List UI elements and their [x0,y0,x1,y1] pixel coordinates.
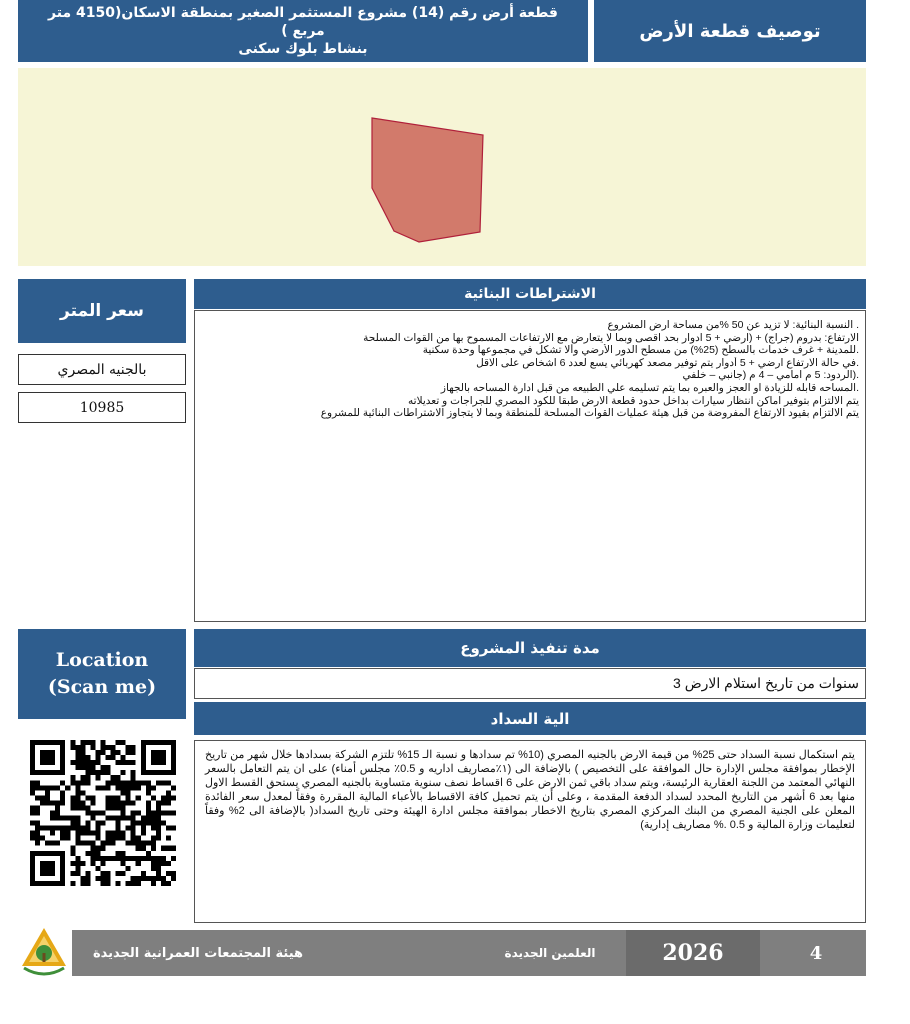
condition-line: يتم الالتزام بتوفير اماكن انتظار سيارات بداخل حدود قطعة الارض طبقا للكود المصري للجراجات و تعديلاته [408,394,859,407]
condition-line: . النسبة البنائية: لا تزيد عن 50 %من مساحة ارض المشروع [607,319,859,331]
building-conditions-body [194,310,866,622]
condition-line: .المساحه قابله للزيادة او العجز والعبره بما يتم تسليمه علي الطبيعه من قبل ادارة المساحه بالجهاز [440,381,859,394]
land-description-title: توصيف قطعة الأرض [594,0,866,62]
price-value: 10985 [18,392,186,423]
project-duration-title: مدة تنفيذ المشروع [194,629,866,667]
condition-line: .في حالة الارتفاع ارضي + 5 أدوار يتم توفير مصعد كهربائي يسع لعدد 6 اشخاص على الاقل [476,356,859,369]
authority-emblem-icon [18,926,70,980]
plot-description: قطعة أرض رقم (14) مشروع المستثمر الصغير بمنطقة الاسكان(4150 متر مربع ) بنشاط بلوك سكنى [48,5,558,57]
price-title: سعر المتر [18,279,186,343]
location-title-line2: (Scan me) [47,676,157,698]
location-title-line1: Location [55,649,149,671]
plot-shape-icon [18,68,866,266]
location-title [18,629,186,719]
plot-title [18,0,588,62]
qr-code-icon[interactable] [30,740,176,886]
footer-page-number: 4 [809,942,823,964]
footer-organization: هيئة المجتمعات العمرانية الجديدة [92,945,304,961]
payment-mechanism-body: يتم استكمال نسبة السداد حتى 25% من قيمة الارض بالجنيه المصري (10% تم سدادها و نسبة الـ 15% تلتزم الشركة بسدادها خلال شهر من تاريخ الإخطار بموافقة مجلس الإدارة حال الموافقة على التخصيص ) بالإضافة الى (١٪مصاريف اداريه و 0.5٪ مجلس أمناء) على ان يتم التعامل بالسعر النهائي المعتمد من اللجنة العقارية الرئيسة، ويتم سداد باقي ثمن الارض على 6 اقساط نصف سنوية متساوية بالجنيه المصري يستحق القسط الاول منها بعد 6 أشهر من التاريخ المحدد لسداد الدفعة المقدمة ، وعلى أن يتم تحميل كافة الاقساط بالأعباء المالية المقررة وفقاً لمعدل سعر الفائدة المعلن على الجنية المصري من البنك المركزي المصري بتاريخ الاخطار بموافقة مجلس ادارة الهيئة وحتى تاريخ السداد( بالإضافة الى 2% وفقاً لتعليمات وزارة المالية و 0.5 .% مصاريف إدارية) [194,740,866,923]
condition-line: .للمدينة + غرف خدمات بالسطح (25%) من مسطح الدور الأرضي وألا تشكل في مجموعها وحدة سكنية [422,344,859,357]
project-duration-value: سنوات من تاريخ استلام الارض 3 [194,668,866,699]
footer-year: 2026 [626,930,760,976]
building-conditions-title: الاشتراطات البنائية [194,279,866,309]
condition-line: .(الردود: 5 م امامي – 4 م (جانبي – خلفي [682,369,859,382]
condition-line: الارتفاع: بدروم (جراج) + (ارضي + 5 ادوار بحد اقصى وبما لا يتعارض مع الارتفاعات المسموح بها من القوات المسلحة [363,331,859,344]
footer-city: العلمين الجديدة [504,946,596,960]
condition-line: يتم الالتزام بقيود الارتفاع المفروضة من قبل هيئة عمليات القوات المسلحة للمنطقة وبما لا يتجاوز الاشتراطات البنائية للمشروع [320,407,859,420]
payment-mechanism-title: الية السداد [194,702,866,735]
price-currency: بالجنيه المصري [18,354,186,385]
plot-map [18,68,866,266]
